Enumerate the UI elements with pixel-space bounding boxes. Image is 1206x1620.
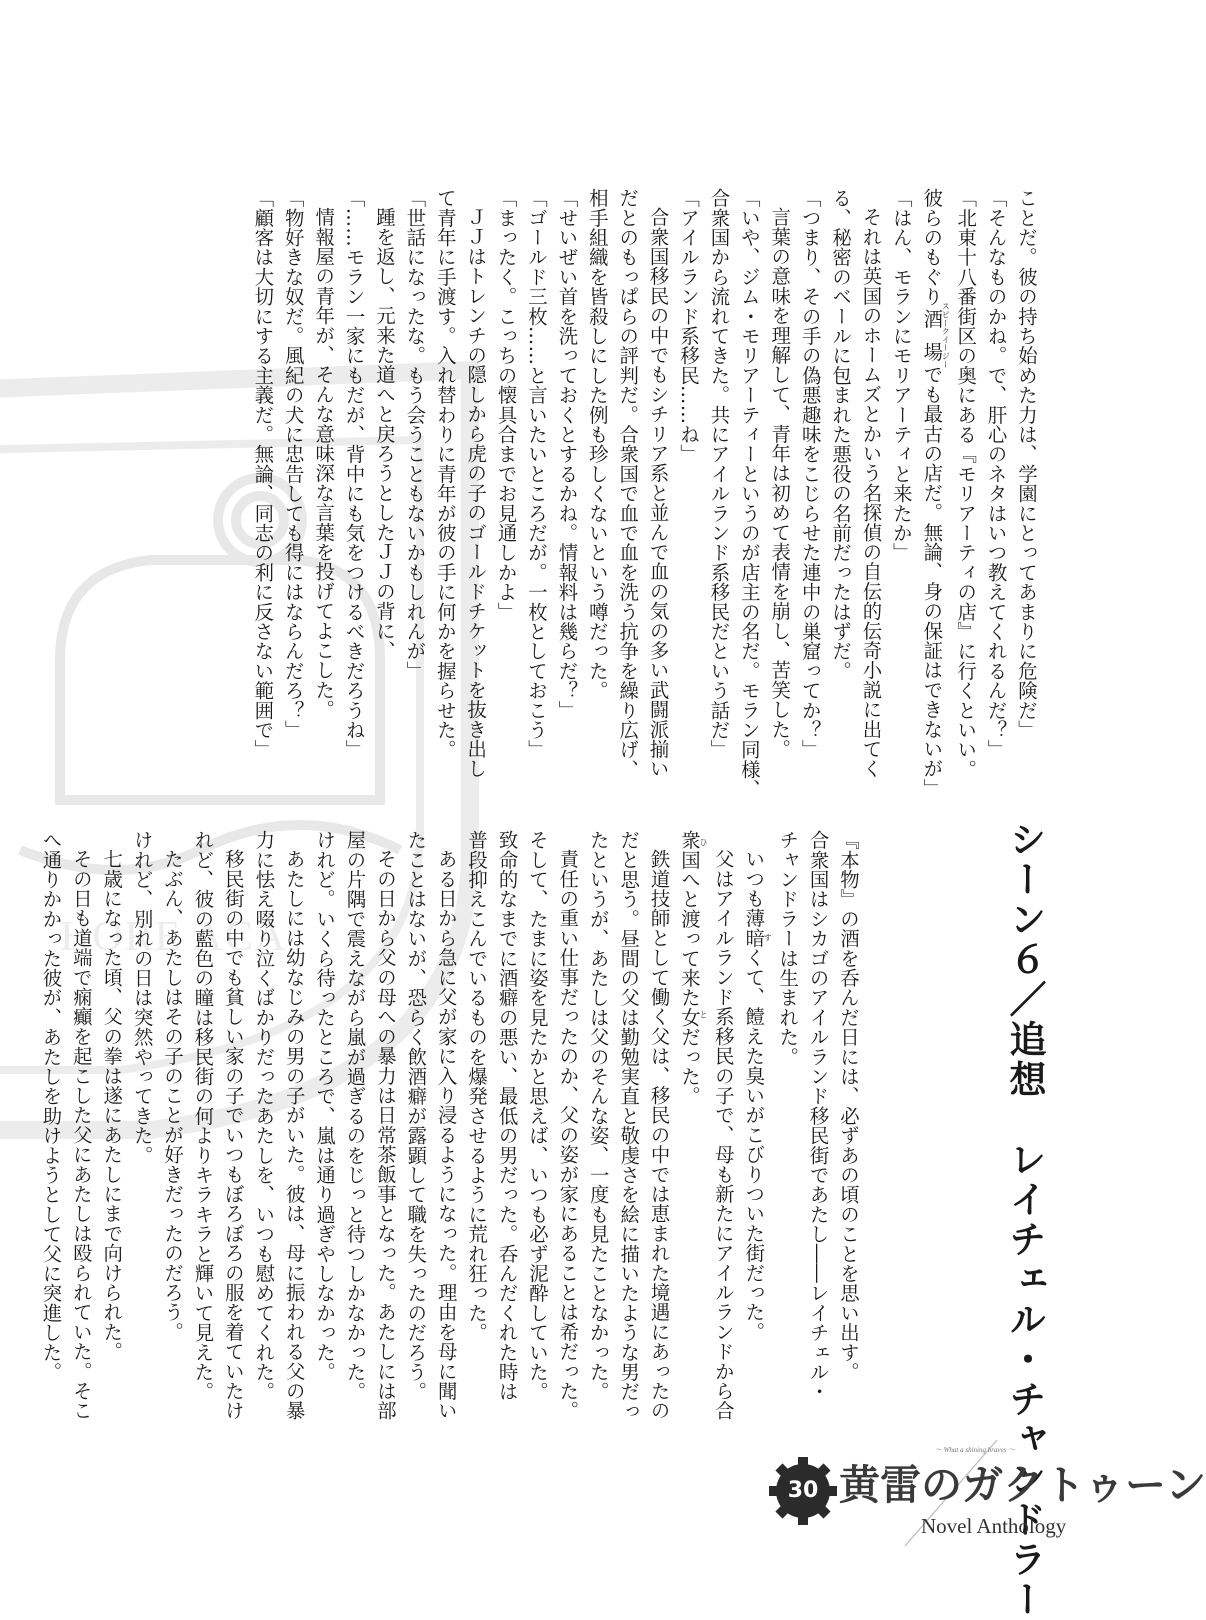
text-line: 「物好きな奴だ。風紀の犬に忠告しても得にはならんだろ？」	[281, 188, 305, 740]
text-line: 「せいぜい首を洗っておくとするかね。情報料は幾らだ？」	[555, 188, 579, 720]
text-line: 「はん、モランにモリアーティと来たか」	[889, 188, 913, 563]
text-line: 「ゴールド三枚……と言いたいところだが。一枚としておこう」	[525, 188, 548, 760]
text-line: けれど。いくら待ったところで、嵐は通り過ぎやしなかった。	[313, 830, 337, 1382]
text-line: へ通りかかった彼が、あたしを助けようとして父に突進した。	[39, 830, 63, 1382]
text-line: ＪＪはトレンチの隠しから虎の子のゴールドチケットを抜き出し	[464, 207, 488, 779]
text-line: その日も道端で痫癲を起こした父にあたしは殴られていた。そこ	[69, 849, 93, 1421]
text-line: 『本物』の酒を呑んだ日には、必ずあの頃のことを思い出す。	[837, 830, 860, 1382]
text-line: 力に怯え啜り泣くばかりだったあたしを、いつも慰めてくれた。	[252, 830, 276, 1402]
text-line: 合衆国から流れてきた。共にアイルランド系移民だという話だ」	[707, 188, 731, 760]
text-line: 合衆国移民の中でもシチリア系と並んで血の気の多い武闘派揃い	[646, 207, 670, 779]
text-line: 七歳になった頃、父の拳は遂にあたしにまで向けられた。	[100, 849, 124, 1362]
body-text-upper	[251, 188, 1041, 799]
ruby-base: いつも薄暗くて、饐	[742, 849, 766, 1027]
text-fragment: でも最古の店だ。無論、身の保証はできないが」	[920, 364, 944, 799]
text-line: チャンドラーは生まれた。	[776, 830, 800, 1067]
text-line: あたしには幼なじみの男の子がいた。彼は、母に振われる父の暴	[282, 849, 306, 1421]
text-line: 普段抑えこんでいるものを爆発させるように荒れ狂った。	[465, 830, 489, 1343]
text-line: そして、たまに姿を見たかと思えば、いつも必ず泥酔していた。	[525, 830, 549, 1402]
text-line: 移民街の中でも貧しい家の子でいつもぼろぼろの服を着ていたけ	[221, 849, 245, 1421]
ruby-reading: す	[763, 849, 773, 1027]
text-line: 致命的なまでに酒癖の悪い、最低の男だった。呑んだくれた時は	[495, 830, 519, 1402]
ruby-base: 酒場	[920, 302, 944, 369]
text-fragment: だった。	[677, 1027, 701, 1106]
text-line: 彼らのもぐり酒場スピークイージーでも最古の店だ。無論、身の保証はできないが」	[920, 188, 951, 799]
text-line: 鉄道技師として働く父は、移民の中では恵まれた境遇にあったの	[647, 849, 671, 1421]
ruby-reading: ひと	[698, 830, 708, 1027]
text-fragment: えた臭いがこびりついた街だった。	[742, 1026, 766, 1342]
text-line	[674, 830, 708, 1430]
text-line: 「世話になったな。もう会うこともないかもしれんが」	[403, 188, 427, 681]
text-line: る、秘密のベールに包まれた悪役の名前だったはずだ。	[829, 188, 853, 681]
logo-subtitle: Novel Anthology	[921, 1514, 1067, 1538]
text-line: ある日から急に父が家に入り浸るようになった。理由を母に聞い	[434, 849, 458, 1421]
text-line: それは英国のホームズとかいう名探偵の自伝的伝奇小説に出てく	[859, 207, 883, 779]
text-line: 相手組織を皆殺しにした例も珍しくないという噂だった。	[585, 188, 609, 701]
ruby-reading: スピークイージー	[941, 302, 951, 369]
scene-title: シーン６／追想 レイチェル・チャンドラー	[1003, 820, 1046, 1620]
page-footer	[755, 1440, 1206, 1550]
text-line: 責任の重い仕事だったのか、父の姿が家にあることは希だった。	[556, 849, 580, 1421]
text-line: 言葉の意味を理解して、青年は初めて表情を崩し、苦笑した。	[768, 207, 792, 759]
text-line: 父はアイルランド系移民の子で、母も新たにアイルランドから合	[711, 849, 735, 1421]
text-line: ことだ。彼の持ち始めた力は、学園にとってあまりに危険だ」	[1015, 188, 1038, 740]
ruby-base: 衆国へと渡って来た女	[677, 830, 701, 1027]
text-line: 情報屋の青年が、そんな意味深な言葉を投げてよこした。	[312, 207, 336, 720]
text-line: たことはないが、恐らく飲酒癖が露顕して職を失ったのだろう。	[404, 830, 428, 1402]
text-line: 「北東十八番街区の奥にある『モリアーティの店』に行くといい。	[954, 188, 978, 779]
text-line: て青年に手渡す。入れ替わりに青年が彼の手に何かを握らせた。	[433, 188, 457, 760]
text-line: だと思う。昼間の父は勤勉実直と敬虔さを絵に描いたような男だっ	[617, 830, 641, 1421]
text-line: 踵を返し、元来た道へと戻ろうとしたＪＪの背に、	[372, 207, 396, 661]
text-line: その日から父の母への暴力は日常茶飯事となった。あたしには部	[373, 849, 397, 1421]
text-line: だとのもっぱらの評判だ。合衆国で血で血を洗う抗争を繰り広げ、	[616, 188, 640, 779]
text-line: たぶん、あたしはその子のことが好きだったのだろう。	[161, 849, 185, 1342]
page-number: 30	[787, 1478, 819, 1503]
text-line: たというが、あたしは父のそんな姿、一度も見たことなかった。	[586, 830, 610, 1402]
text-line: れど、彼の藍色の瞳は移民街の何よりキラキラと輝いて見えた。	[191, 830, 215, 1402]
text-line: 「アイルランド系移民……ね」	[677, 188, 701, 464]
text-line: 「まったく。こっちの懐具合までお見通しかよ」	[494, 188, 518, 622]
text-line: 「……モラン一家にもだが、背中にも気をつけるべきだろうね」	[342, 188, 366, 760]
logo-tagline: ～ What a shining braves ～	[934, 1446, 1016, 1454]
text-line	[738, 830, 772, 1430]
text-line: 「そんなものかね。で、肝心のネタはいつ教えてくれるんだ？」	[984, 188, 1008, 760]
text-line: 「いや、ジム・モリアーティーというのが店主の名だ。モラン同様、	[737, 188, 761, 799]
svg-text:HORE ACA: HORE ACA	[60, 914, 288, 960]
text-line: 合衆国はシカゴのアイルランド移民街であたし――レイチェル・	[806, 830, 830, 1402]
text-line: けれど、別れの日は突然やってきた。	[130, 830, 154, 1165]
text-line: 「つまり、その手の偽悪趣味をこじらせた連中の巣窟ってか？」	[798, 188, 822, 760]
logo-title: 黄雷のガクトゥーン	[839, 1461, 1206, 1509]
text-line: 「顧客は大切にする主義だ。無論、同志の利に反さない範囲で」	[251, 188, 275, 760]
text-line: 屋の片隅で震えながら嵐が過ぎるのをじっと待つしかなかった。	[343, 830, 367, 1402]
